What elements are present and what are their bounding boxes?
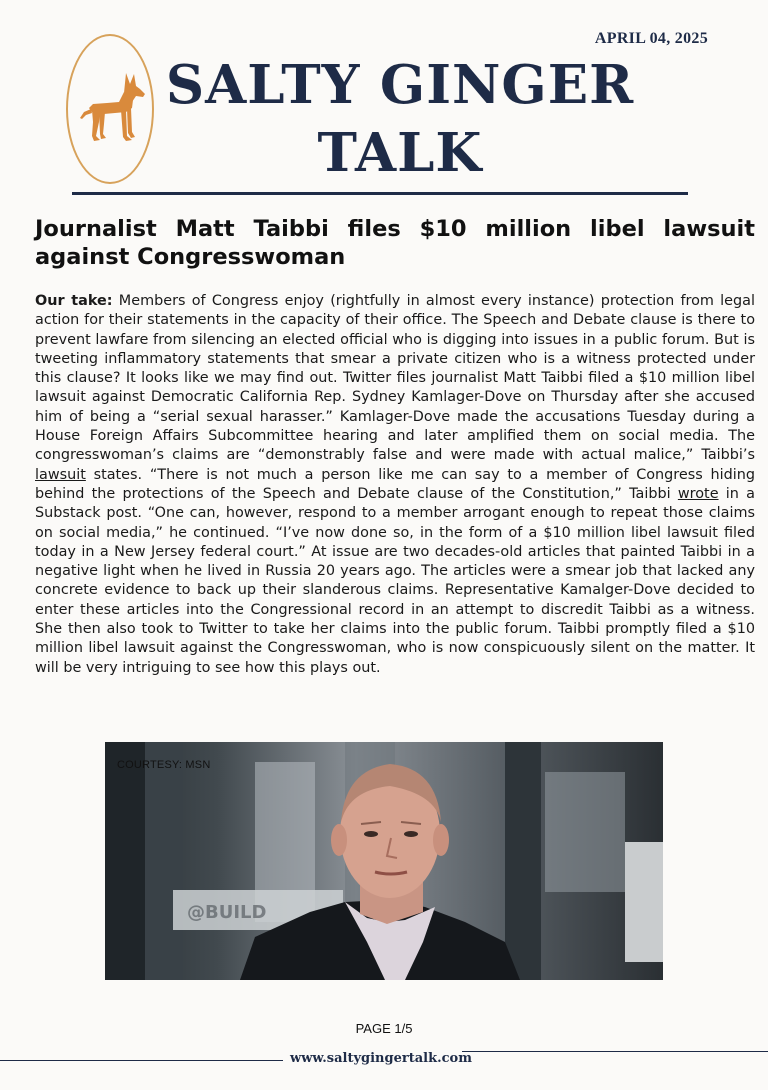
article-headline: Journalist Matt Taibbi files $10 million libel lawsuit against Congresswoman bbox=[35, 216, 755, 270]
background-sign-text: @BUILD bbox=[187, 902, 267, 923]
article-body-part-2: states. “There is not much a person like me can say to a member of Congress hiding behind the protections of the Speech and Debate clause of the Constitution,” Taibbi bbox=[35, 466, 755, 502]
portrait-image bbox=[105, 742, 663, 980]
dog-icon bbox=[74, 70, 148, 150]
website-link[interactable]: www.saltygingertalk.com bbox=[290, 1051, 472, 1066]
lawsuit-link[interactable]: lawsuit bbox=[35, 466, 86, 483]
lead-label: Our take: bbox=[35, 293, 113, 309]
article-photo bbox=[105, 742, 663, 980]
publication-title-line-1: SALTY GINGER bbox=[165, 54, 635, 116]
logo bbox=[66, 34, 154, 184]
article-body-part-3: in a Substack post. “One can, however, respond to a member arrogant enough to repeat those claims on social media,” he continued. “I’ve now done so, in the form of a $10 million libel lawsuit filed today in a New Jersey federal court.” At issue are two decades-old articles that painted Taibbi in a negative light when he lived in Russia 20 years ago. The articles were a smear job that lacked any concrete evidence to back up their slanderous claims. Representative Kamalger-Dove decided to enter these articles into the Congressional record in an attempt to discredit Taibbi as a witness. She then also took to Twitter to take her claims into the public forum. Taibbi promptly filed a $10 million libel lawsuit against the Congresswoman, who is now conspicuously silent on the matter. It will be very intriguing to see how this plays out. bbox=[35, 485, 755, 676]
footer-divider-left bbox=[0, 1060, 283, 1061]
issue-date: APRIL 04, 2025 bbox=[594, 30, 708, 47]
wrote-link[interactable]: wrote bbox=[677, 485, 719, 502]
footer-divider-right bbox=[462, 1051, 768, 1052]
header-divider bbox=[72, 192, 688, 195]
publication-title-line-2: TALK bbox=[317, 122, 483, 184]
photo-credit: COURTESY: MSN bbox=[117, 759, 211, 771]
article-body bbox=[35, 292, 755, 678]
page-number: PAGE 1/5 bbox=[355, 1021, 413, 1036]
article-body-part-1: Members of Congress enjoy (rightfully in almost every instance) protection from legal action for their statements in the capacity of their office. The Speech and Debate clause is there to prevent lawfare from silencing an elected official who is digging into issues in a public forum. But is tweeting inflammatory statements that smear a private citizen who is a witness protected under this clause? It looks like we may find out. Twitter files journalist Matt Taibbi filed a $10 million libel lawsuit against Democratic California Rep. Sydney Kamlager-Dove on Thursday after she accused him of being a “serial sexual harasser.” Kamlager-Dove made the accusations Tuesday during a House Foreign Affairs Subcommittee hearing and later amplified them on social media. The congresswoman’s claims are “demonstrably false and were made with actual malice,” Taibbi’s bbox=[35, 293, 755, 464]
